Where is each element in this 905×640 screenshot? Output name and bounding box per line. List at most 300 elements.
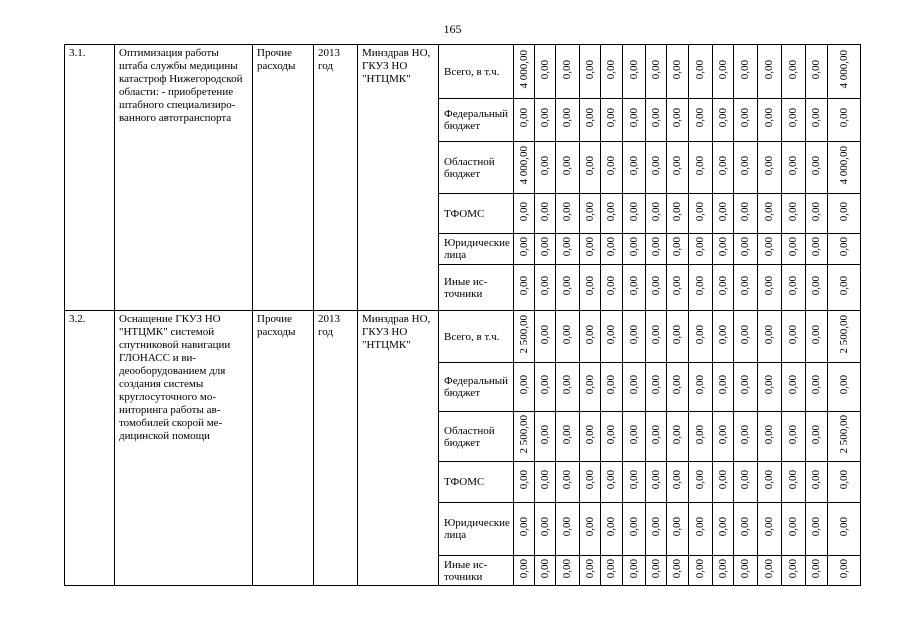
value-cell xyxy=(828,556,861,586)
value-text: 0,00 xyxy=(671,108,683,128)
value-text: 0,00 xyxy=(517,375,530,395)
value-cell xyxy=(734,363,758,412)
value-text: 0,00 xyxy=(739,324,751,345)
value-cell xyxy=(646,142,667,194)
value-cell xyxy=(623,556,646,586)
value-text: 0,00 xyxy=(627,424,640,445)
value-cell xyxy=(758,363,782,412)
value-cell xyxy=(580,45,601,99)
value-text: 0,00 xyxy=(810,424,822,445)
value-text: 0,00 xyxy=(649,424,662,445)
value-text: 0,00 xyxy=(538,59,551,80)
value-text: 0,00 xyxy=(583,324,596,345)
value-text: 0,00 xyxy=(561,59,573,80)
value-text: 0,00 xyxy=(739,424,751,445)
value-cell xyxy=(580,503,601,556)
value-cell xyxy=(667,503,689,556)
value-cell xyxy=(580,142,601,194)
value-text: 0,00 xyxy=(763,517,775,537)
value-text: 0,00 xyxy=(763,424,775,445)
item-number: 3.2. xyxy=(65,311,115,586)
value-cell xyxy=(535,503,556,556)
value-cell xyxy=(713,194,734,234)
value-cell xyxy=(689,462,713,503)
value-text: 0,00 xyxy=(716,275,729,296)
value-cell xyxy=(580,194,601,234)
value-cell xyxy=(713,503,734,556)
value-text: 0,00 xyxy=(716,324,729,345)
value-cell xyxy=(689,194,713,234)
value-text: 0,00 xyxy=(810,201,822,222)
value-text: 0,00 xyxy=(538,201,551,222)
value-cell xyxy=(713,556,734,586)
value-text: 0,00 xyxy=(810,108,822,128)
value-cell xyxy=(689,234,713,265)
value-text: 0,00 xyxy=(671,324,683,345)
value-cell xyxy=(601,194,623,234)
value-cell xyxy=(806,503,828,556)
value-cell xyxy=(758,311,782,363)
value-cell xyxy=(580,311,601,363)
value-cell xyxy=(713,265,734,311)
value-text: 0,00 xyxy=(763,237,775,257)
value-text: 0,00 xyxy=(583,424,596,445)
value-text: 0,00 xyxy=(627,201,640,222)
year: 2013 год xyxy=(314,45,358,311)
value-text: 0,00 xyxy=(671,470,683,490)
value-cell xyxy=(580,462,601,503)
value-cell xyxy=(734,45,758,99)
value-cell xyxy=(667,45,689,99)
value-text: 0,00 xyxy=(739,275,751,296)
table-row xyxy=(65,311,861,363)
value-text: 0,00 xyxy=(583,375,596,395)
value-cell xyxy=(535,234,556,265)
expense-type: Прочие расходы xyxy=(253,311,314,586)
value-text: 0,00 xyxy=(810,59,822,80)
value-cell xyxy=(667,556,689,586)
value-cell xyxy=(623,265,646,311)
value-cell xyxy=(734,194,758,234)
value-cell xyxy=(535,194,556,234)
value-cell xyxy=(806,265,828,311)
value-cell xyxy=(514,194,535,234)
funding-source: Всего, в т.ч. xyxy=(439,311,514,363)
value-cell xyxy=(580,265,601,311)
value-text: 0,00 xyxy=(763,275,775,296)
value-text: 0,00 xyxy=(517,201,530,222)
value-text: 0,00 xyxy=(627,470,640,490)
value-text: 0,00 xyxy=(627,517,640,537)
value-text: 0,00 xyxy=(787,275,799,296)
value-text: 0,00 xyxy=(561,237,573,257)
value-text: 0,00 xyxy=(561,424,573,445)
value-text: 0,00 xyxy=(583,155,596,176)
value-text: 0,00 xyxy=(649,470,662,490)
value-text: 0,00 xyxy=(716,237,729,257)
value-cell xyxy=(713,311,734,363)
value-cell xyxy=(667,142,689,194)
value-cell xyxy=(646,503,667,556)
value-text: 0,00 xyxy=(810,517,822,537)
value-cell xyxy=(782,556,806,586)
value-cell xyxy=(580,556,601,586)
value-cell xyxy=(734,99,758,142)
value-text: 0,00 xyxy=(671,424,683,445)
value-cell xyxy=(828,503,861,556)
value-cell xyxy=(535,462,556,503)
value-cell xyxy=(623,412,646,462)
value-cell xyxy=(514,503,535,556)
funding-source: Федеральный бюджет xyxy=(439,363,514,412)
value-cell xyxy=(782,99,806,142)
value-cell xyxy=(667,363,689,412)
value-text: 0,00 xyxy=(649,201,662,222)
value-cell xyxy=(646,45,667,99)
funding-source: Федеральный бюджет xyxy=(439,99,514,142)
value-cell xyxy=(782,265,806,311)
value-text: 0,00 xyxy=(837,375,850,395)
value-text: 0,00 xyxy=(763,324,775,345)
value-text: 0,00 xyxy=(694,558,706,579)
value-text: 0,00 xyxy=(787,470,799,490)
value-text: 0,00 xyxy=(605,324,617,345)
value-text: 0,00 xyxy=(561,517,573,537)
value-text: 0,00 xyxy=(605,470,617,490)
value-cell xyxy=(556,234,580,265)
value-text: 0,00 xyxy=(716,201,729,222)
value-text: 0,00 xyxy=(787,201,799,222)
value-text: 0,00 xyxy=(671,59,683,80)
value-text: 0,00 xyxy=(649,108,662,128)
value-cell xyxy=(828,462,861,503)
funding-source: Всего, в т.ч. xyxy=(439,45,514,99)
value-cell xyxy=(514,462,535,503)
value-text: 0,00 xyxy=(649,324,662,345)
value-text: 0,00 xyxy=(561,275,573,296)
value-text: 0,00 xyxy=(694,470,706,490)
value-cell xyxy=(580,363,601,412)
value-cell xyxy=(556,311,580,363)
value-cell xyxy=(689,412,713,462)
value-cell xyxy=(601,462,623,503)
value-text: 0,00 xyxy=(716,59,729,80)
value-cell xyxy=(734,462,758,503)
value-cell xyxy=(556,99,580,142)
value-text: 0,00 xyxy=(561,558,573,579)
value-text: 4 000,00 xyxy=(517,146,530,185)
value-text: 0,00 xyxy=(694,375,706,395)
value-text: 0,00 xyxy=(605,155,617,176)
value-text: 0,00 xyxy=(694,108,706,128)
value-text: 0,00 xyxy=(787,375,799,395)
value-cell xyxy=(601,142,623,194)
value-text: 0,00 xyxy=(517,470,530,490)
value-text: 0,00 xyxy=(810,237,822,257)
value-text: 0,00 xyxy=(763,470,775,490)
value-cell xyxy=(782,142,806,194)
value-cell xyxy=(758,503,782,556)
value-text: 0,00 xyxy=(837,470,850,490)
value-cell xyxy=(758,234,782,265)
value-cell xyxy=(734,412,758,462)
value-text: 0,00 xyxy=(763,558,775,579)
value-cell xyxy=(601,412,623,462)
value-cell xyxy=(782,194,806,234)
value-text: 0,00 xyxy=(627,237,640,257)
value-cell xyxy=(667,99,689,142)
value-cell xyxy=(646,194,667,234)
value-text: 0,00 xyxy=(561,324,573,345)
funding-source: Областной бюджет xyxy=(439,142,514,194)
value-cell xyxy=(535,99,556,142)
item-number: 3.1. xyxy=(65,45,115,311)
value-text: 4 000,00 xyxy=(837,146,850,185)
value-text: 0,00 xyxy=(739,155,751,176)
value-cell xyxy=(828,99,861,142)
value-cell xyxy=(535,265,556,311)
value-cell xyxy=(667,311,689,363)
value-text: 0,00 xyxy=(837,558,850,579)
value-text: 0,00 xyxy=(561,470,573,490)
value-text: 4 000,00 xyxy=(837,50,850,89)
value-cell xyxy=(646,265,667,311)
funding-source: Юридические лица xyxy=(439,503,514,556)
value-cell xyxy=(514,556,535,586)
executor: Минздрав НО, ГКУЗ НО "НТЦМК" xyxy=(358,45,439,311)
expense-type: Прочие расходы xyxy=(253,45,314,311)
value-text: 0,00 xyxy=(649,59,662,80)
value-cell xyxy=(623,363,646,412)
value-cell xyxy=(806,45,828,99)
value-text: 0,00 xyxy=(605,201,617,222)
value-cell xyxy=(601,556,623,586)
value-cell xyxy=(689,45,713,99)
value-text: 0,00 xyxy=(605,517,617,537)
value-text: 0,00 xyxy=(517,558,530,579)
value-cell xyxy=(713,142,734,194)
value-text: 0,00 xyxy=(649,237,662,257)
value-cell xyxy=(782,462,806,503)
value-text: 0,00 xyxy=(671,155,683,176)
value-text: 0,00 xyxy=(694,237,706,257)
value-text: 0,00 xyxy=(627,558,640,579)
value-text: 0,00 xyxy=(649,155,662,176)
value-cell xyxy=(806,194,828,234)
value-text: 0,00 xyxy=(583,59,596,80)
value-cell xyxy=(713,412,734,462)
value-text: 0,00 xyxy=(517,275,530,296)
value-text: 0,00 xyxy=(787,155,799,176)
funding-source: Областной бюджет xyxy=(439,412,514,462)
value-cell xyxy=(556,462,580,503)
value-cell xyxy=(713,45,734,99)
value-text: 0,00 xyxy=(763,155,775,176)
value-cell xyxy=(646,363,667,412)
value-cell xyxy=(667,194,689,234)
funding-source: Иные источники xyxy=(439,265,514,311)
value-text: 0,00 xyxy=(810,324,822,345)
value-text: 0,00 xyxy=(763,59,775,80)
value-text: 0,00 xyxy=(739,59,751,80)
value-cell xyxy=(646,99,667,142)
value-text: 2 500,00 xyxy=(837,315,850,354)
value-cell xyxy=(806,311,828,363)
value-cell xyxy=(667,412,689,462)
value-cell xyxy=(828,311,861,363)
value-text: 0,00 xyxy=(694,275,706,296)
value-cell xyxy=(623,142,646,194)
value-text: 0,00 xyxy=(605,375,617,395)
value-text: 0,00 xyxy=(739,237,751,257)
value-text: 0,00 xyxy=(538,424,551,445)
value-cell xyxy=(806,99,828,142)
year: 2013 год xyxy=(314,311,358,586)
value-cell xyxy=(556,363,580,412)
value-text: 0,00 xyxy=(583,517,596,537)
value-text: 0,00 xyxy=(716,155,729,176)
value-text: 0,00 xyxy=(837,275,850,296)
value-text: 0,00 xyxy=(538,275,551,296)
item-description: Оптимизация работы штаба службы медицины катастроф Нижегородской области: - приобретение штабного специализированного автотранспорта xyxy=(115,45,253,311)
value-cell xyxy=(689,99,713,142)
value-cell xyxy=(758,142,782,194)
value-cell xyxy=(514,99,535,142)
value-cell xyxy=(514,265,535,311)
funding-source: ТФОМС xyxy=(439,194,514,234)
value-cell xyxy=(601,265,623,311)
value-text: 0,00 xyxy=(694,59,706,80)
funding-source: ТФОМС xyxy=(439,462,514,503)
value-cell xyxy=(601,234,623,265)
value-text: 0,00 xyxy=(837,108,850,128)
value-cell xyxy=(514,234,535,265)
value-cell xyxy=(646,462,667,503)
value-cell xyxy=(758,265,782,311)
value-cell xyxy=(782,234,806,265)
value-cell xyxy=(535,311,556,363)
value-cell xyxy=(689,142,713,194)
value-text: 0,00 xyxy=(716,558,729,579)
value-text: 0,00 xyxy=(649,375,662,395)
page-number: 165 xyxy=(443,22,462,36)
value-cell xyxy=(758,99,782,142)
value-cell xyxy=(535,45,556,99)
value-cell xyxy=(514,311,535,363)
value-text: 0,00 xyxy=(627,155,640,176)
value-text: 0,00 xyxy=(694,201,706,222)
value-cell xyxy=(689,311,713,363)
value-cell xyxy=(828,45,861,99)
value-text: 0,00 xyxy=(837,517,850,537)
value-text: 0,00 xyxy=(627,375,640,395)
value-cell xyxy=(758,556,782,586)
value-cell xyxy=(713,363,734,412)
value-cell xyxy=(580,99,601,142)
value-cell xyxy=(734,556,758,586)
value-text: 0,00 xyxy=(787,517,799,537)
value-text: 0,00 xyxy=(561,155,573,176)
value-text: 0,00 xyxy=(538,237,551,257)
value-text: 0,00 xyxy=(538,155,551,176)
value-cell xyxy=(758,462,782,503)
value-cell xyxy=(713,234,734,265)
value-cell xyxy=(782,45,806,99)
value-text: 0,00 xyxy=(739,201,751,222)
value-text: 0,00 xyxy=(739,470,751,490)
value-text: 0,00 xyxy=(538,324,551,345)
value-text: 0,00 xyxy=(739,375,751,395)
value-cell xyxy=(514,142,535,194)
value-text: 0,00 xyxy=(538,558,551,579)
value-cell xyxy=(556,265,580,311)
value-cell xyxy=(806,556,828,586)
value-text: 0,00 xyxy=(787,558,799,579)
value-cell xyxy=(758,412,782,462)
value-cell xyxy=(623,45,646,99)
value-text: 0,00 xyxy=(787,108,799,128)
value-cell xyxy=(580,412,601,462)
value-cell xyxy=(689,503,713,556)
budget-table xyxy=(64,44,861,586)
value-cell xyxy=(734,311,758,363)
value-cell xyxy=(828,265,861,311)
value-cell xyxy=(689,265,713,311)
value-cell xyxy=(689,363,713,412)
value-text: 0,00 xyxy=(787,237,799,257)
value-text: 0,00 xyxy=(517,517,530,537)
value-cell xyxy=(535,556,556,586)
value-cell xyxy=(623,462,646,503)
value-cell xyxy=(514,45,535,99)
value-text: 0,00 xyxy=(671,201,683,222)
value-text: 2 500,00 xyxy=(517,415,530,454)
value-text: 0,00 xyxy=(716,517,729,537)
value-cell xyxy=(556,142,580,194)
funding-source: Иные источники xyxy=(439,556,514,586)
value-text: 0,00 xyxy=(583,275,596,296)
value-cell xyxy=(601,45,623,99)
value-text: 0,00 xyxy=(538,375,551,395)
value-text: 0,00 xyxy=(810,275,822,296)
value-text: 0,00 xyxy=(561,375,573,395)
value-text: 0,00 xyxy=(605,237,617,257)
value-cell xyxy=(601,99,623,142)
value-cell xyxy=(689,556,713,586)
value-text: 0,00 xyxy=(583,201,596,222)
value-text: 0,00 xyxy=(739,558,751,579)
value-cell xyxy=(782,412,806,462)
value-text: 0,00 xyxy=(561,201,573,222)
value-cell xyxy=(646,556,667,586)
value-cell xyxy=(646,311,667,363)
value-text: 0,00 xyxy=(538,108,551,128)
value-text: 0,00 xyxy=(787,324,799,345)
value-text: 0,00 xyxy=(694,424,706,445)
value-text: 0,00 xyxy=(810,558,822,579)
value-text: 0,00 xyxy=(671,237,683,257)
value-cell xyxy=(601,503,623,556)
value-text: 0,00 xyxy=(763,375,775,395)
value-cell xyxy=(734,234,758,265)
value-cell xyxy=(623,99,646,142)
value-cell xyxy=(556,194,580,234)
value-cell xyxy=(556,556,580,586)
value-cell xyxy=(806,234,828,265)
value-cell xyxy=(713,99,734,142)
value-cell xyxy=(828,363,861,412)
value-cell xyxy=(535,363,556,412)
